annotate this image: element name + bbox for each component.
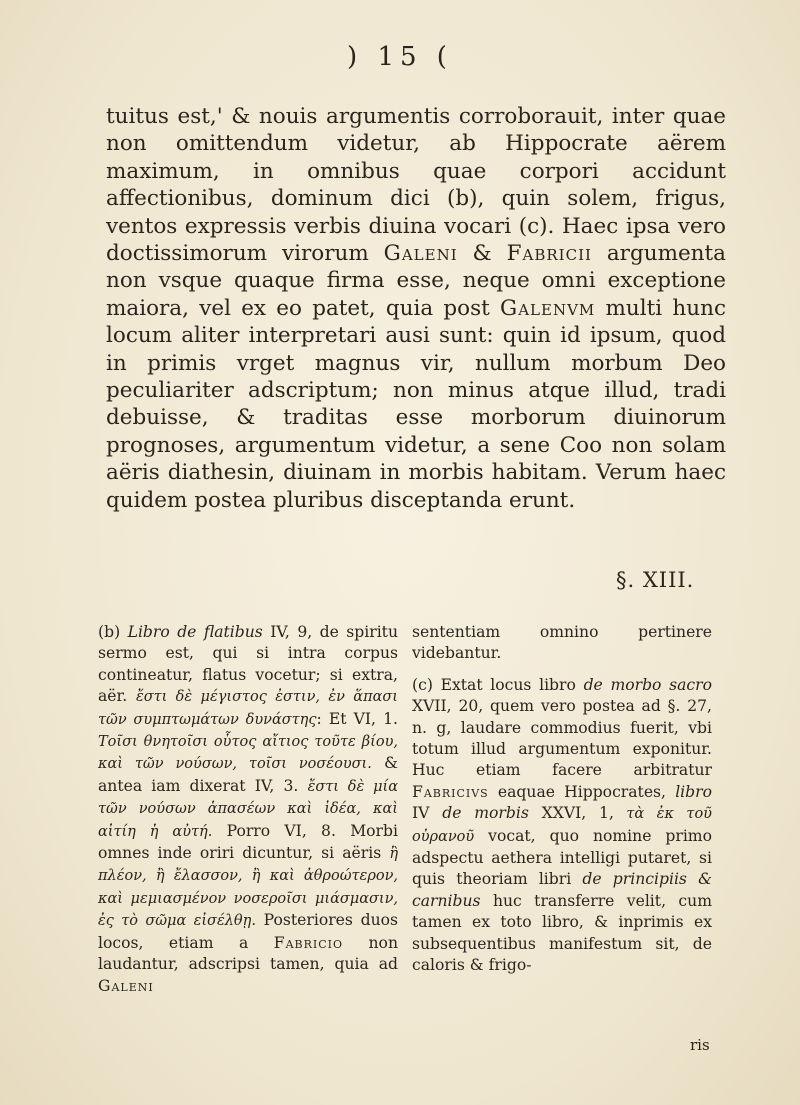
greek-quote: τὰ ἐκ τοῦ οὐρανοῦ — [412, 806, 712, 845]
name-galeni: Galeni — [383, 241, 458, 267]
footnote-b — [98, 622, 398, 997]
footnote-text: & antea iam dixerat IV, 3. — [98, 754, 398, 795]
name-fabricii: Fabricii — [506, 241, 592, 267]
footnote-text: XVII, 20, quem vero postea ad §. 27, n. g, laudare commodius fuerit, vbi totum illud argumentum exponitur. Huc etiam facere arbitratur — [412, 697, 712, 780]
footnote-text: Porro VI, 8. Morbi omnes inde oriri dicuntur, si aëris — [98, 821, 398, 863]
footnote-text: non laudantur, adscripsi tamen, quia ad — [98, 933, 398, 974]
name-fabricio: Fabricio — [273, 933, 344, 952]
catchword: ris — [690, 1036, 710, 1054]
section-heading: §. XIII. — [616, 568, 695, 592]
footnote-c — [412, 675, 712, 977]
name-galenum: Galenvm — [500, 295, 596, 321]
name-galeni: Galeni — [98, 976, 154, 995]
footnote-label: (c) — [412, 675, 433, 694]
footnote-label: (b) — [98, 623, 121, 641]
greek-quote: ἔστι δὲ μέγιστος ἐστιν, ἐν ἅπασι τῶν συμπτωμάτων δυνάστης — [98, 689, 398, 728]
footnote-text: huc transferre velit, cum tamen ex toto libro, & inprimis ex subsequentibus manifestum sit, de caloris & frigo- — [412, 891, 712, 975]
name-fabricius: Fabricivs — [412, 782, 489, 801]
main-text-part: multi hunc locum aliter interpretari ausi sunt: quin id ipsum, quod in primis vrget magnus vir, nullum morbum Deo peculiariter adscriptum; non minus atque illud, tradi debuisse, & traditas esse morborum diuinorum prognoses, argumentum videtur, a sene Coo non solam aëris diathesin, diuinam in morbis habitam. Verum haec quidem postea pluribus disceptanda erunt. — [106, 295, 726, 513]
footnote-text: IV, 9, de spiritu sermo est, qui si intra corpus contineatur, flatus vocetur; si extra, aër. — [98, 623, 398, 706]
footnote-column-left — [98, 622, 398, 1007]
main-text-amp: & — [457, 241, 507, 267]
footnote-text: Extat locus libro — [432, 675, 584, 694]
page-number: ) 15 ( — [347, 42, 453, 72]
footnote-text: eaquae Hippocrates, — [488, 782, 676, 801]
source-title: de principiis & carnibus — [412, 870, 712, 910]
footnote-text: Posteriores duos locos, etiam a — [98, 911, 399, 952]
main-text-part: tuitus est,' & nouis argumentis corroborauit, inter quae non omittendum videtur, ab Hippocrate aërem maximum, in omnibus quae corpori accidunt affectionibus, dominum dici (b), quin solem, frigus, ventos expressis verbis diuina vocari (c). Haec ipsa vero doctissimorum virorum — [106, 104, 726, 267]
footnote-text: IV — [412, 804, 443, 823]
footnote-column-right — [412, 622, 712, 987]
main-text — [106, 103, 726, 514]
source-title: Libro de flatibus — [127, 623, 263, 641]
main-text-part: argumenta non vsque quaque firma esse, neque omni exceptione maiora, vel ex eo patet, quia post — [106, 241, 726, 321]
footnote-b-continued: sententiam omnino pertinere videbantur. — [412, 623, 712, 663]
greek-quote: ἢ πλέον, ἢ ἔλασσον, ἢ καὶ ἀθροώτερον, καὶ μεμιασμένον νοσεροῖσι μιάσμασιν, ἐς τὸ σῶμα εἰσέλθῃ. — [98, 846, 398, 930]
source-title: libro — [675, 782, 712, 801]
footnote-text: XXVI, 1, — [528, 804, 614, 823]
main-paragraph — [106, 103, 726, 514]
greek-quote: ἔστι δὲ μία τῶν νούσων ἁπασέων καὶ ἰδέα, καὶ αἰτίη ἡ αὐτή. — [98, 778, 398, 840]
source-title: de morbo sacro — [583, 675, 712, 694]
footnote-text: vocat, quo nomine primo adspectu aethera intelligi putaret, si quis theoriam libri — [412, 826, 712, 889]
footnote-text: : Et VI, 1. — [316, 709, 399, 728]
greek-quote: Τοῖσι θνητοῖσι οὗτος αἴτιος τοῦτε βίου, καὶ τῶν νούσων, τοῖσι νοσέουσι. — [98, 734, 398, 773]
source-title: de morbis — [442, 804, 529, 823]
